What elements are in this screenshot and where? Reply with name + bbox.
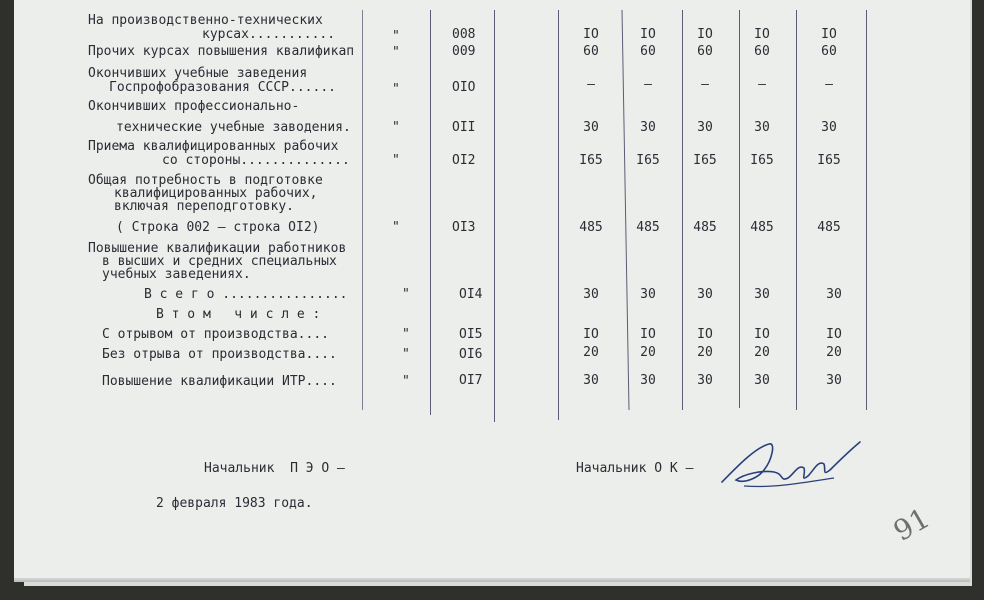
row-label: С отрывом от производства.... [102, 327, 329, 342]
cell-value: 30 [826, 373, 842, 388]
row-label: Окончивших учебные заведения [88, 66, 308, 81]
cell-value: I65 [817, 153, 841, 168]
row-code: OI2 [452, 153, 476, 168]
row-code: OI6 [459, 347, 483, 362]
chief-ok-label: Начальник О К – [576, 461, 694, 476]
cell-value: I65 [579, 153, 603, 168]
cell-value: IO [821, 27, 837, 42]
row-unit-mark: " [392, 220, 400, 235]
column-rule [430, 10, 431, 415]
row-unit-mark: " [402, 347, 410, 362]
row-label: со стороны.............. [162, 153, 350, 168]
cell-value: IO [640, 327, 656, 342]
cell-value: 30 [754, 373, 770, 388]
column-rule [796, 10, 797, 410]
cell-value: 30 [821, 120, 837, 135]
cell-value: – [644, 77, 652, 92]
column-rule [494, 10, 495, 422]
row-unit-mark: " [392, 153, 400, 168]
cell-value: IO [754, 327, 770, 342]
cell-value: 30 [583, 120, 599, 135]
cell-value: 30 [697, 287, 713, 302]
cell-value: IO [583, 327, 599, 342]
cell-value: 60 [640, 44, 656, 59]
row-unit-mark: " [392, 120, 400, 135]
row-label: Общая потребность в подготовке [88, 173, 323, 188]
row-label: Прочих курсах повышения квалификап [88, 44, 355, 59]
row-label: Приема квалифицированных рабочих [88, 139, 339, 154]
cell-value: 30 [754, 120, 770, 135]
chief-peo-label: Начальник П Э О – [204, 461, 345, 476]
cell-value: IO [826, 327, 842, 342]
column-rule [866, 10, 867, 410]
row-code: OIO [452, 80, 476, 95]
row-unit-mark: " [402, 287, 410, 302]
cell-value: 485 [579, 220, 603, 235]
row-code: OI5 [459, 327, 483, 342]
row-code: OII [452, 120, 476, 135]
cell-value: IO [697, 27, 713, 42]
cell-value: 30 [697, 120, 713, 135]
cell-value: I65 [750, 153, 774, 168]
row-code: 008 [452, 27, 476, 42]
cell-value: 60 [754, 44, 770, 59]
row-label: технические учебные заводения. [116, 120, 351, 135]
row-label: Госпрофобразования СССР...... [109, 80, 336, 95]
row-label: квалифицированных рабочих, [114, 186, 318, 201]
column-rule [739, 10, 740, 408]
cell-value: 30 [826, 287, 842, 302]
cell-value: 485 [817, 220, 841, 235]
row-code: OI7 [459, 373, 483, 388]
row-label: Повышение квалификации ИТР.... [102, 374, 337, 389]
cell-value: 30 [583, 373, 599, 388]
document-sheet [14, 0, 970, 578]
row-label: В с е г о ................ [144, 287, 348, 302]
row-label: Без отрыва от производства.... [102, 347, 337, 362]
cell-value: 60 [697, 44, 713, 59]
signature-scribble [714, 430, 874, 500]
margin-note: 91 [887, 501, 936, 548]
cell-value: I65 [636, 153, 660, 168]
row-unit-mark: " [392, 82, 400, 97]
cell-value: IO [583, 27, 599, 42]
cell-value: 30 [640, 120, 656, 135]
cell-value: 20 [826, 345, 842, 360]
row-unit-mark: " [392, 29, 400, 44]
section-label: В т о м ч и с л е : [156, 307, 321, 322]
column-rule [362, 10, 363, 410]
row-code: OI3 [452, 220, 476, 235]
cell-value: 30 [754, 287, 770, 302]
row-unit-mark: " [402, 374, 410, 389]
row-label: Окончивших профессионально- [88, 99, 300, 114]
cell-value: 30 [583, 287, 599, 302]
cell-value: 485 [693, 220, 717, 235]
cell-value: I65 [693, 153, 717, 168]
row-label: ( Строка 002 – строка OI2) [116, 220, 320, 235]
cell-value: – [701, 77, 709, 92]
row-label: учебных заведениях. [102, 267, 251, 282]
row-code: OI4 [459, 287, 483, 302]
cell-value: – [587, 77, 595, 92]
row-code: 009 [452, 44, 476, 59]
row-unit-mark: " [402, 327, 410, 342]
row-unit-mark: " [392, 45, 400, 60]
cell-value: – [825, 77, 833, 92]
cell-value: 20 [640, 345, 656, 360]
cell-value: 485 [750, 220, 774, 235]
column-rule [558, 10, 559, 420]
cell-value: 60 [821, 44, 837, 59]
row-label: На производственно-технических [88, 13, 323, 28]
cell-value: – [758, 77, 766, 92]
row-label: курсах........... [202, 27, 336, 42]
row-label: включая переподготовку. [114, 199, 295, 214]
cell-value: IO [640, 27, 656, 42]
row-label: в высших и средних специальных [102, 254, 337, 269]
cell-value: 20 [697, 345, 713, 360]
cell-value: 485 [636, 220, 660, 235]
column-rule [682, 10, 683, 410]
signature-date: 2 февраля 1983 года. [156, 496, 313, 511]
row-label: Повышение квалификации работников [88, 241, 347, 256]
cell-value: 20 [583, 345, 599, 360]
cell-value: 30 [640, 287, 656, 302]
cell-value: IO [754, 27, 770, 42]
cell-value: 30 [697, 373, 713, 388]
cell-value: 30 [640, 373, 656, 388]
cell-value: 60 [583, 44, 599, 59]
cell-value: 20 [754, 345, 770, 360]
cell-value: IO [697, 327, 713, 342]
